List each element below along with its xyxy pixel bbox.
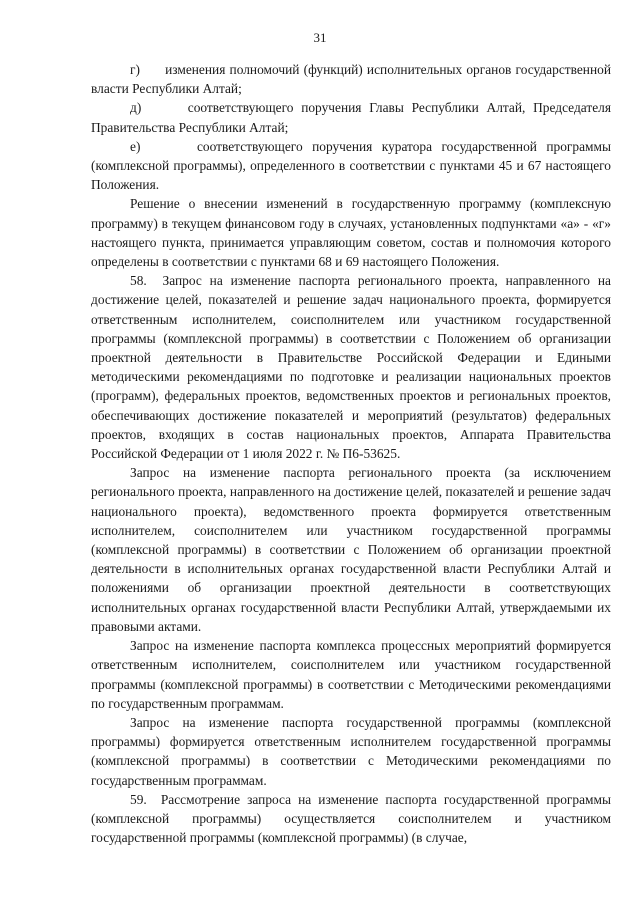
document-body [91,60,611,847]
paragraph-58: 58. Запрос на изменение паспорта регионального проекта, направленного на достижение целей, показателей и решение задач национального проекта, формируется ответственным исполнителем, соисполнителем или участником государственной программы (комплексной программы) в соответствии с Положением об организации проектной деятельности в Правительстве Российской Федерации и Едиными методическими рекомендациями по подготовке и реализации национальных проектов (программ), федеральных проектов, ведомственных проектов и региональных проектов, обеспечивающих достижение показателей и мероприятий (результатов) федеральных проектов, входящих в состав национальных проектов, Аппарата Правительства Российской Федерации от 1 июля 2022 г. № П6-53625. [91,273,611,462]
paragraph-59: 59. Рассмотрение запроса на изменение паспорта государственной программы (комплексной программы) осуществляется соисполнителем и участником государственной программы (комплексной программы) (в случае, [91,791,611,846]
paragraph-item-e: е) соответствующего поручения куратора государственной программы (комплексной программы), определенного в соответствии с пунктами 45 и 67 настоящего Положения. [91,138,611,193]
paragraph-item-g: г) изменения полномочий (функций) исполнительных органов государственной власти Республики Алтай; [91,62,611,97]
paragraph-item-d: д) соответствующего поручения Главы Республики Алтай, Председателя Правительства Республики Алтай; [91,100,611,135]
page-number: 31 [313,30,327,45]
paragraph-decision: Решение о внесении изменений в государственную программу (комплексную программу) в текущем финансовом году в случаях, установленных подпунктами «а» - «г» настоящего пункта, принимается управляющим советом, состав и полномочия которого определены в соответствии с пунктами 68 и 69 настоящего Положения. [91,196,611,270]
paragraph-program-passport-request: Запрос на изменение паспорта государственной программы (комплексной программы) формируется ответственным исполнителем государственной программы (комплексной программы) в соответствии с Методическими рекомендациями по государственным программам. [91,714,611,788]
paragraph-process-measures-request: Запрос на изменение паспорта комплекса процессных мероприятий формируется ответственным исполнителем, соисполнителем или участником государственной программы (комплексной программы) в соответствии с Методическими рекомендациями по государственным программам. [91,638,611,711]
paragraph-regional-project-request: Запрос на изменение паспорта регионального проекта (за исключением регионального проекта, направленного на достижение целей, показателей и решение задач национального проекта), ведомственного проекта формируется ответственным исполнителем, соисполнителем или участником государственной программы (комплексной программы) в соответствии с Положением об организации проектной деятельности в исполнительных органах государственной власти Республики Алтай и положениями об организации проектной деятельности в соответствующих исполнительных органах государственной власти Республики Алтай, утверждаемыми их правовыми актами. [91,465,611,634]
